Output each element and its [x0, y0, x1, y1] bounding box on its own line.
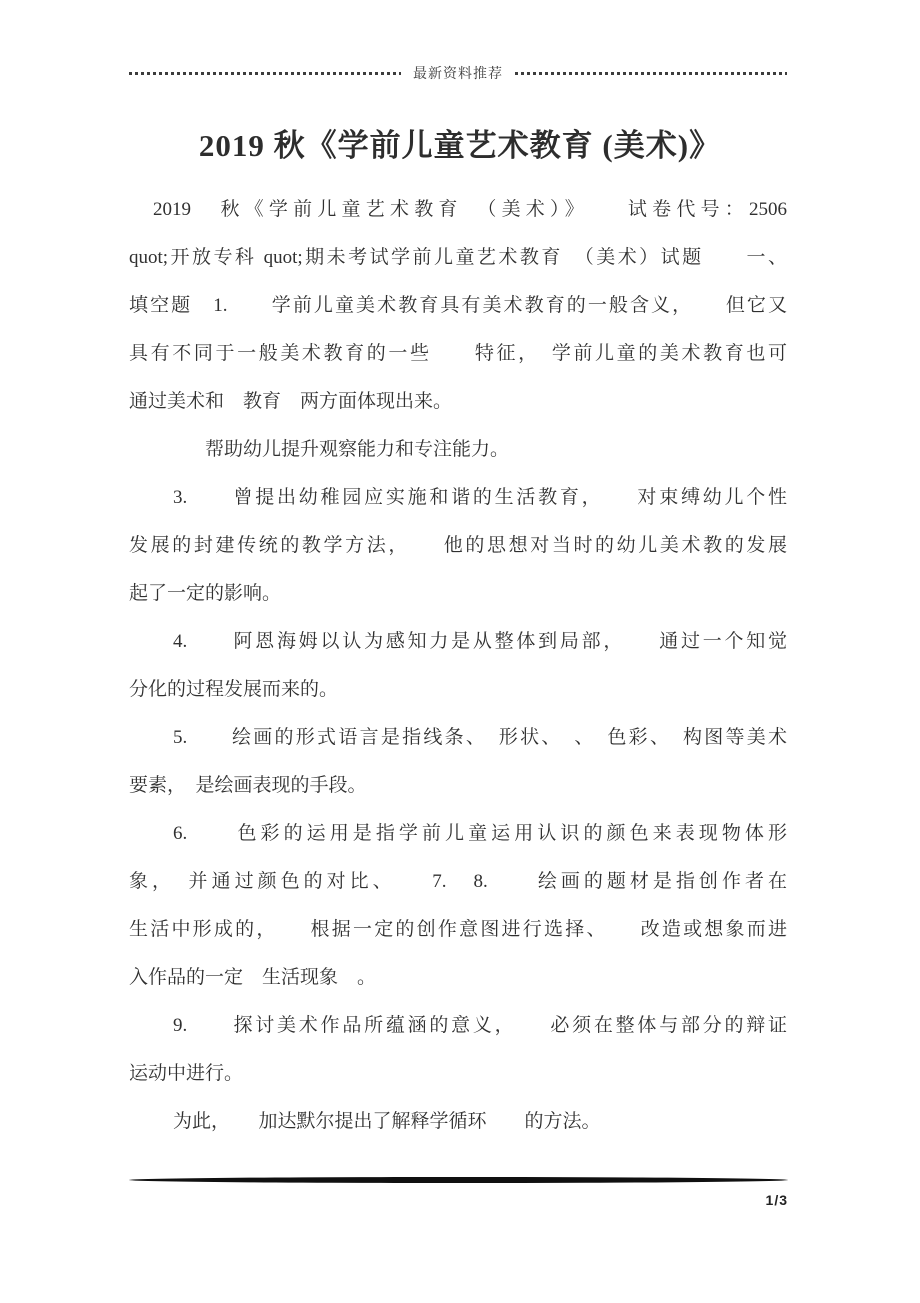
header: [129, 63, 787, 83]
body-text: [129, 186, 787, 1146]
text-line: 具有不同于一般美术教育的一些 特征， 学前儿童的美术教育也可: [129, 343, 787, 364]
text-line: quot;开放专科 quot;期未考试学前儿童艺术教育 （美术）试题 一、: [129, 247, 787, 268]
text-line: 起了一定的影响。: [129, 583, 282, 604]
text-line: 发展的封建传统的教学方法， 他的思想对当时的幼儿美术教的发展: [129, 535, 787, 556]
text-line: 为此， 加达默尔提出了解释学循环 的方法。: [173, 1111, 601, 1132]
document-title: 2019 秋《学前儿童艺术教育 (美术)》: [198, 128, 722, 163]
footer-rule: [129, 1177, 788, 1183]
header-dashed-rule-right: [515, 72, 787, 75]
text-line: 要素， 是绘画表现的手段。: [129, 775, 367, 796]
text-line: 6. 色彩的运用是指学前儿童运用认识的颜色来表现物体形: [173, 823, 787, 844]
header-dashed-rule-left: [129, 72, 401, 75]
text-line: 填空题 1. 学前儿童美术教育具有美术教育的一般含义， 但它又: [129, 295, 787, 316]
text-line: 象， 并通过颜色的对比、 7. 8. 绘画的题材是指创作者在: [129, 871, 787, 892]
text-line: 3. 曾提出幼稚园应实施和谐的生活教育， 对束缚幼儿个性: [173, 487, 787, 508]
text-line: 9. 探讨美术作品所蕴涵的意义， 必须在整体与部分的辩证: [173, 1015, 787, 1036]
text-line: 2019 秋《学前儿童艺术教育 （美术）》 试卷代号：2506: [153, 199, 787, 220]
header-watermark: 最新资料推荐: [413, 67, 503, 82]
text-line: 帮助幼儿提升观察能力和专注能力。: [205, 439, 510, 460]
text-line: 4. 阿恩海姆以认为感知力是从整体到局部， 通过一个知觉: [173, 631, 787, 652]
text-line: 入作品的一定 生活现象 。: [129, 967, 377, 988]
text-line: 生活中形成的， 根据一定的创作意图进行选择、 改造或想象而进: [129, 919, 787, 940]
text-line: 通过美术和 教育 两方面体现出来。: [129, 391, 453, 412]
page-number: 1/3: [765, 1192, 788, 1208]
text-line: 5. 绘画的形式语言是指线条、 形状、 、 色彩、 构图等美术: [173, 727, 787, 748]
text-line: 运动中进行。: [129, 1063, 244, 1084]
text-line: 分化的过程发展而来的。: [129, 679, 339, 700]
